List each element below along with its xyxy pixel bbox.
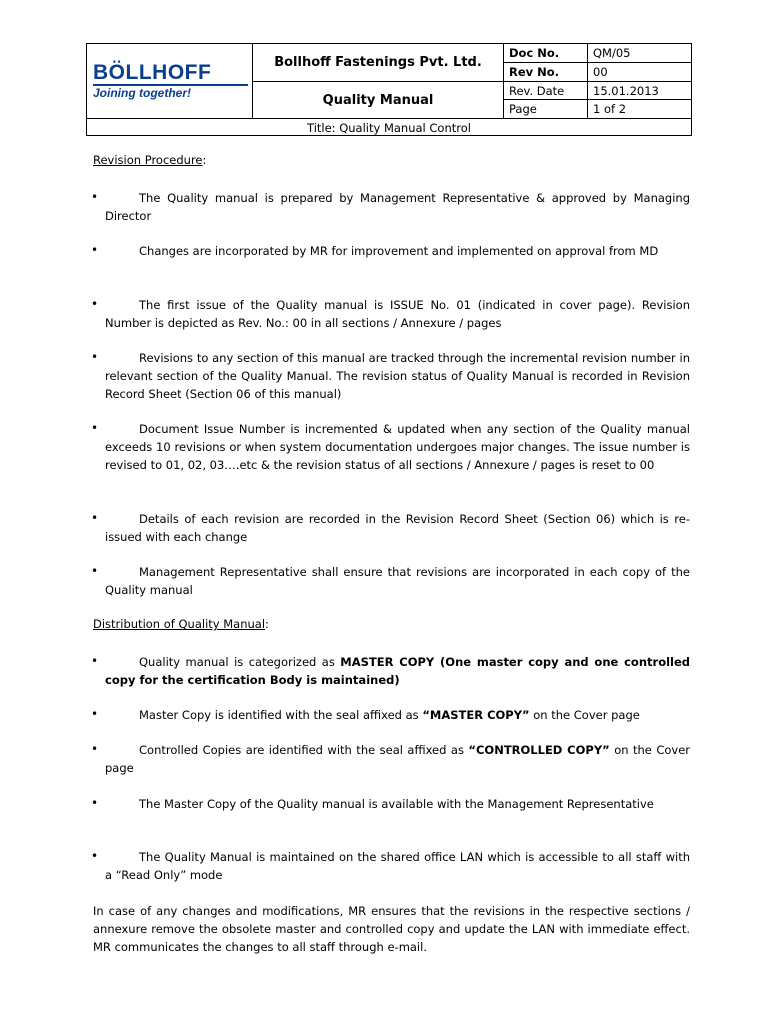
list-item: The first issue of the Quality manual is ISSUE No. 01 (indicated in cover page). Revision Number is depicted as Rev. No.: 00 in all sections / Annexure / pages [105,298,690,330]
list-item: Quality manual is categorized as MASTER COPY (One master copy and one controlled copy for the certification Body is maintained) [105,655,691,687]
rev-no-value: 00 [593,65,608,79]
bullet-icon: • [91,190,99,204]
rev-date-label: Rev. Date [509,83,565,98]
list-item: Document Issue Number is incremented & updated when any section of the Quality manual exceeds 10 revisions or when system documentation undergoes major changes. The issue number is revised to 01, 02, 03….etc & the revision status of all sections / Annexure / pages is reset to 00 [105,422,690,472]
rev-no-label: Rev No. [509,65,560,79]
bullet-icon: • [91,564,99,578]
list-item: The Quality manual is prepared by Management Representative & approved by Managing Director [105,191,690,223]
bullet-icon: • [91,511,99,525]
rev-date-value: 15.01.2013 [593,83,659,98]
header-table [86,43,692,136]
bullet-icon: • [91,243,99,257]
list-item: Revisions to any section of this manual are tracked through the incremental revision number in relevant section of the Quality Manual. The revision status of Quality Manual is recorded in Revision Record Sheet (Section 06 of this manual) [105,351,690,401]
document-title: Title: Quality Manual Control [307,120,471,135]
manual-name: Quality Manual [322,92,434,108]
page-value: 1 of 2 [593,102,627,116]
closing-paragraph: In case of any changes and modifications, MR ensures that the revisions in the respective sections / annexure remove the obsolete master and controlled copy and update the LAN with immediate effect. MR communicates the changes to all staff through e-mail. [93,904,690,954]
list-item: Controlled Copies are identified with the seal affixed as “CONTROLLED COPY” on the Cover page [105,743,691,775]
doc-no-label: Doc No. [509,46,560,60]
logo [87,44,252,118]
company-name: Bollhoff Fastenings Pvt. Ltd. [274,55,482,70]
bullet-icon: • [91,421,99,435]
bullet-icon: • [91,849,99,863]
bullet-icon: • [91,707,99,721]
logo-tagline: Joining together! [93,86,191,100]
list-item: The Master Copy of the Quality manual is available with the Management Representative [139,797,654,811]
page-label: Page [509,102,537,116]
doc-no-value: QM/05 [593,46,631,60]
list-item: Management Representative shall ensure that revisions are incorporated in each copy of the Quality manual [105,565,690,597]
bullet-icon: • [91,742,99,756]
bullet-icon: • [91,297,99,311]
list-item: Master Copy is identified with the seal affixed as “MASTER COPY” on the Cover page [139,708,640,722]
bullet-icon: • [91,654,99,668]
bullet-icon: • [91,796,99,810]
distribution-heading: Distribution of Quality Manual: [93,617,269,631]
list-item: Changes are incorporated by MR for improvement and implemented on approval from MD [139,244,659,258]
list-item: Details of each revision are recorded in the Revision Record Sheet (Section 06) which is re-issued with each change [105,512,690,544]
list-item: The Quality Manual is maintained on the shared office LAN which is accessible to all staff with a “Read Only” mode [105,850,690,882]
revision-heading: Revision Procedure: [93,153,207,167]
logo-wordmark: BÖLLHOFF [93,61,212,84]
bullet-icon: • [91,350,99,364]
